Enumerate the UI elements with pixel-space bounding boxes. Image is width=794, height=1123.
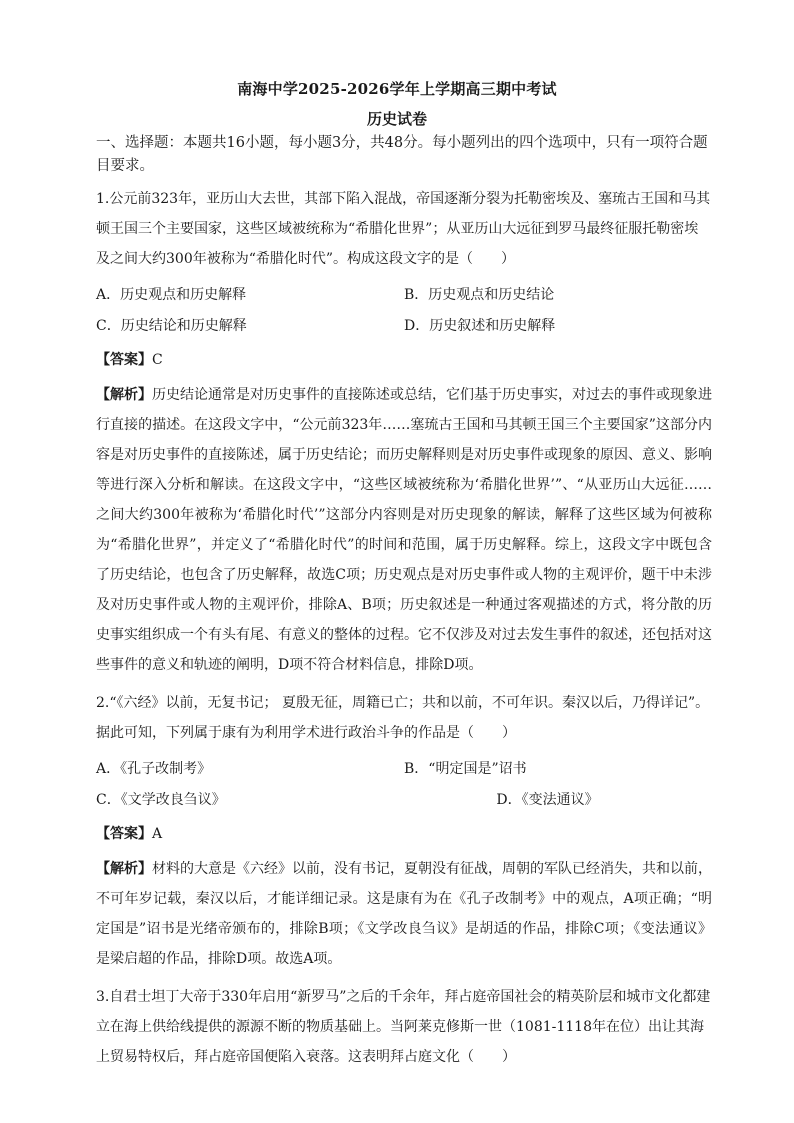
answer-value: C — [152, 352, 163, 368]
question-1-option-a: A．历史观点和历史解释 — [96, 287, 247, 303]
question-2-explanation — [96, 854, 712, 974]
question-2-options-row-1 — [96, 758, 712, 780]
explanation-text: 历史结论通常是对历史事件的直接陈述或总结，它们基于历史事实，对过去的事件或现象进行直接的描述。在这段文字中，“公元前323年……塞琉古王国和马其顿王国三个主要国家”这部分内容是对历史事件的直接陈述，属于历史结论；而历史解释则是对历史事件或现象的原因、意义、影响等进行深入分析和解读。在这段文字中，“这些区域被统称为‘希腊化世界’”、“从亚历山大远征……之间大约300年被称为‘希腊化时代’”这部分内容则是对历史现象的解读，解释了这些区域为何被称为“希腊化世界”，并定义了“希腊化时代”的时间和范围，属于历史解释。综上，这段文字中既包含了历史结论，也包含了历史解释，故选C项；历史观点是对历史事件或人物的主观评价，题干中未涉及对历史事件或人物的主观评价，排除A、B项；历史叙述是一种通过客观描述的方式，将分散的历史事实组织成一个有头有尾、有意义的整体的过程。它不仅涉及对过去发生事件的叙述，还包括对这些事件的意义和轨迹的阐明，D项不符合材料信息，排除D项。 — [96, 387, 712, 673]
explanation-label: 【解析】 — [96, 387, 152, 403]
explanation-label: 【解析】 — [96, 861, 152, 877]
question-1-option-d: D．历史叙述和历史解释 — [404, 318, 556, 334]
answer-label: 【答案】 — [96, 826, 152, 842]
exam-body — [96, 132, 712, 1082]
question-2-option-b: B．“明定国是”诏书 — [404, 761, 527, 777]
question-1-option-b: B．历史观点和历史结论 — [404, 287, 555, 303]
exam-title: 南海中学2025-2026学年上学期高三期中考试 — [237, 80, 557, 98]
question-3-stem: 3.自君士坦丁大帝于330年启用“新罗马”之后的千余年，拜占庭帝国社会的精英阶层和城市文化都建立在海上供给线提供的源源不断的物质基础上。当阿莱克修斯一世（1081-1118年在位）出让其海上贸易特权后，拜占庭帝国便陷入衰落。这表明拜占庭文化（ ） — [96, 989, 711, 1065]
question-2-option-c: C．《文学改良刍议》 — [96, 792, 226, 808]
question-2-options-row-2 — [96, 789, 712, 811]
question-2-option-a: A．《孔子改制考》 — [96, 761, 212, 777]
question-2-option-d: D．《变法通议》 — [496, 792, 599, 808]
section-instructions: 一、选择题：本题共16小题，每小题3分，共48分。每小题列出的四个选项中，只有一项符合题目要求。 — [96, 135, 708, 174]
answer-label: 【答案】 — [96, 352, 152, 368]
question-1-explanation — [96, 380, 712, 680]
question-1-options-row-1 — [96, 284, 712, 306]
question-1-options-row-2 — [96, 315, 712, 337]
question-1-answer — [96, 346, 712, 374]
question-1-option-c: C．历史结论和历史解释 — [96, 318, 247, 334]
answer-value: A — [152, 826, 163, 842]
question-2-stem: 2.“《六经》以前，无复书记； 夏殷无征，周籍已亡；共和以前，不可年识。秦汉以后，乃得详记”。据此可知，下列属于康有为利用学术进行政治斗争的作品是（ ） — [96, 695, 710, 741]
question-1-stem: 1.公元前323年，亚历山大去世，其部下陷入混战，帝国逐渐分裂为托勒密埃及、塞琉古王国和马其顿王国三个主要国家，这些区域被统称为“希腊化世界”；从亚历山大远征到罗马最终征服托勒密埃及之间大约300年被称为“希腊化时代”。构成这段文字的是（ ） — [96, 191, 711, 267]
question-2-answer — [96, 820, 712, 848]
explanation-text: 材料的大意是《六经》以前，没有书记，夏朝没有征战，周朝的军队已经消失，共和以前，不可年岁记载，秦汉以后，才能详细记录。这是康有为在《孔子改制考》中的观点，A项正确；“明定国是”诏书是光绪帝颁布的，排除B项；《文学改良刍议》是胡适的作品，排除C项；《变法通议》是梁启超的作品，排除D项。故选A项。 — [96, 861, 712, 967]
exam-subtitle: 历史试卷 — [366, 110, 427, 128]
